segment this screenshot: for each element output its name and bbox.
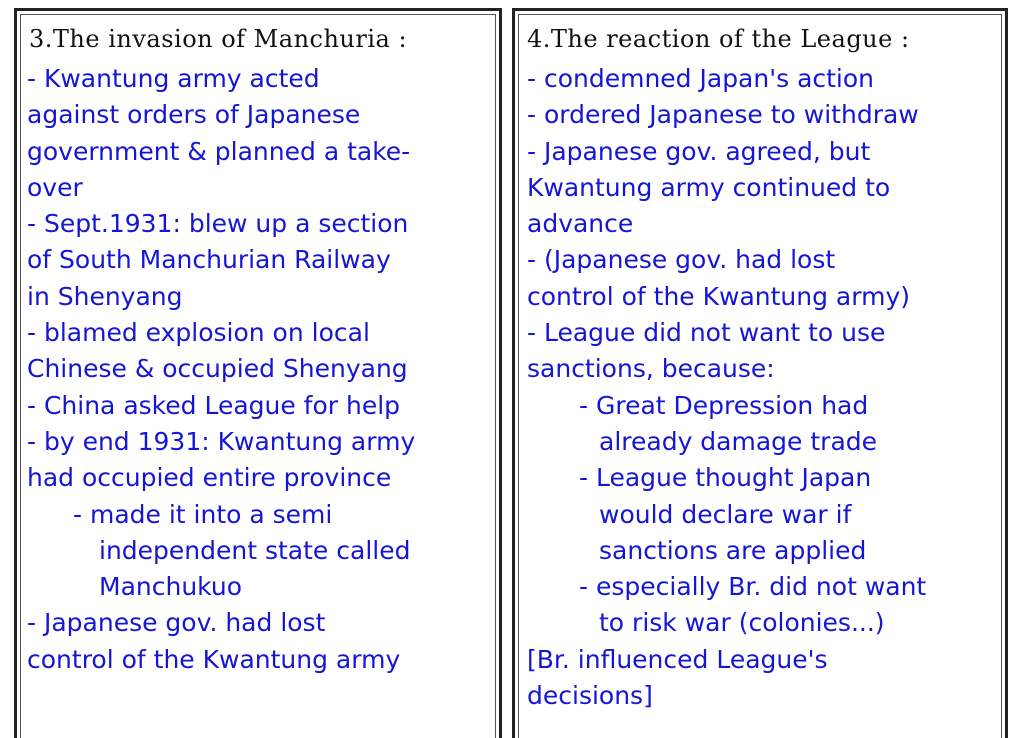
- note-line: already damage trade: [599, 426, 878, 456]
- note-line: against orders of Japanese: [27, 100, 361, 130]
- note-line: advance: [527, 209, 634, 239]
- note-line: - (Japanese gov. had lost: [527, 245, 836, 275]
- note-line: - Great Depression had: [579, 390, 869, 420]
- note-line: sanctions, because:: [527, 354, 775, 384]
- note-line: - Japanese gov. had lost: [27, 608, 326, 638]
- note-line: decisions]: [527, 681, 653, 711]
- note-line: - Japanese gov. agreed, but: [527, 136, 871, 166]
- note-line: control of the Kwantung army: [27, 644, 401, 674]
- league-reaction-panel: [512, 8, 1008, 738]
- note-line: - ordered Japanese to withdraw: [527, 100, 919, 130]
- note-line: in Shenyang: [27, 281, 183, 311]
- note-line: - blamed explosion on local: [27, 318, 370, 348]
- manchuria-invasion-panel: [14, 8, 502, 738]
- note-line: - made it into a semi: [73, 499, 333, 529]
- note-line: - condemned Japan's action: [527, 64, 875, 93]
- note-line: - by end 1931: Kwantung army: [27, 426, 416, 456]
- panel-heading: 3.The invasion of Manchuria :: [29, 25, 408, 53]
- note-line: independent state called: [99, 535, 411, 565]
- note-line: Manchukuo: [99, 572, 243, 602]
- note-line: - League thought Japan: [579, 463, 872, 493]
- panel-body: [515, 61, 1005, 714]
- note-line: to risk war (colonies...): [599, 608, 885, 638]
- note-line: of South Manchurian Railway: [27, 245, 391, 275]
- note-line: had occupied entire province: [27, 463, 392, 493]
- note-line: - League did not want to use: [527, 318, 886, 348]
- note-line: Chinese & occupied Shenyang: [27, 354, 408, 384]
- note-line: - Sept.1931: blew up a section: [27, 209, 409, 239]
- note-line: Kwantung army continued to: [527, 172, 891, 202]
- note-line: government & planned a take-: [27, 136, 411, 166]
- note-line: - China asked League for help: [27, 390, 401, 420]
- note-line: would declare war if: [599, 499, 852, 529]
- note-line: - Kwantung army acted: [27, 64, 320, 93]
- panel-heading: 4.The reaction of the League :: [527, 25, 910, 53]
- note-line: control of the Kwantung army): [527, 281, 910, 311]
- note-line: - especially Br. did not want: [579, 572, 927, 602]
- note-line: sanctions are applied: [599, 535, 867, 565]
- panel-body: [17, 61, 499, 678]
- note-line: over: [27, 172, 83, 202]
- note-line: [Br. influenced League's: [527, 644, 828, 674]
